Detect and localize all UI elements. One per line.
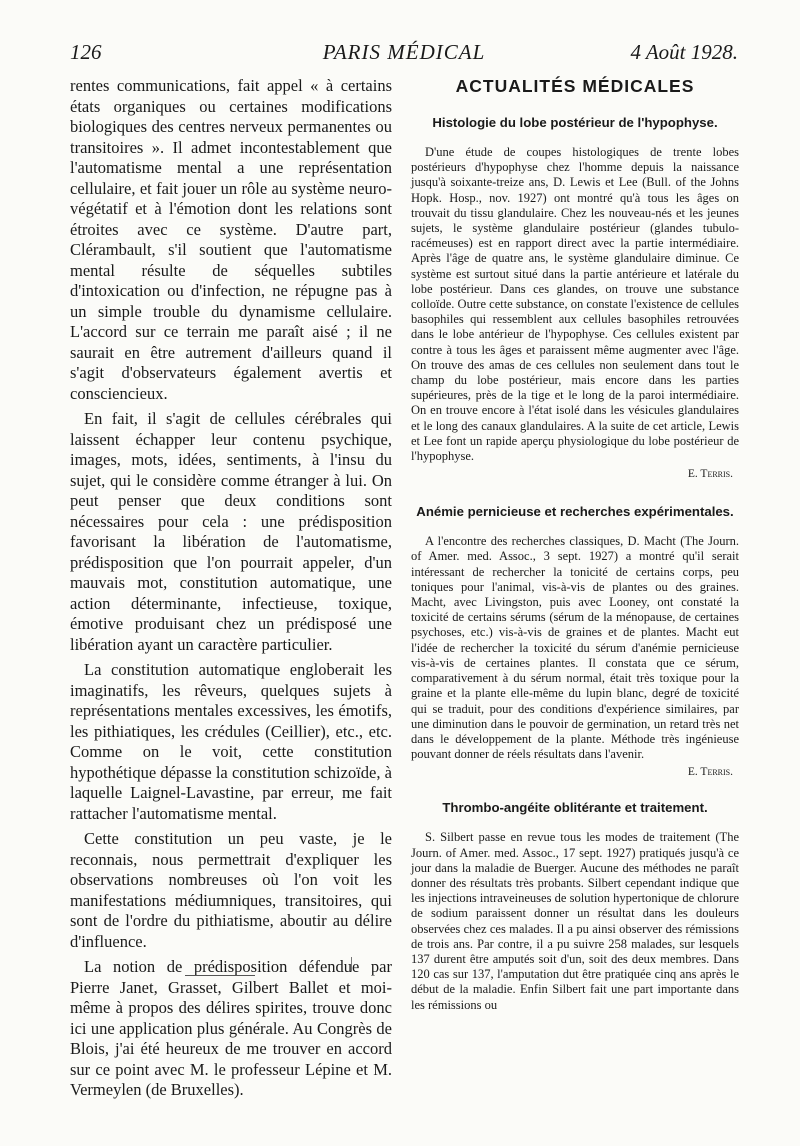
paragraph: Cette constitution un peu vaste, je le reconnais, nous permettrait d'expliquer les observations nombreuses où l'on voit les manifestations médiumniques, transitoires, qui sont de l'ordre du pithiatisme, aboutir au délire d'influence. — [70, 829, 392, 951]
article-title: Anémie pernicieuse et recherches expérimentales. — [416, 504, 734, 520]
article-title: Histologie du lobe postérieur de l'hypophyse. — [432, 115, 718, 130]
journal-title: PARIS MÉDICAL — [322, 40, 486, 64]
running-header — [70, 40, 738, 70]
page-number: 126 — [70, 40, 102, 64]
scan-mark — [351, 957, 352, 971]
paragraph: rentes communications, fait appel « à certains états organiques ou certaines modifications biologiques des centres nerveux permanentes ou transitoires ». Il admet incontestablement que l'automatisme mental a une représentation cellulaire, et fait jouer un rôle au système neuro-végétatif et à l'émotion dont les relations sont étroites avec ce système. D'autre part, Clérambault, s'il soutient que l'automatisme mental résulte de séquelles subtiles d'intoxication ou d'infection, ne répugne pas à un simple trouble du dynamisme cellulaire. L'accord sur ce terrain me paraît aisé ; il ne saurait en être autrement d'ailleurs quand il s'agit d'observateurs également avertis et consciencieux. — [70, 76, 392, 403]
left-column — [70, 76, 392, 1106]
article-body: S. Silbert passe en revue tous les modes de traitement (The Journ. of Amer. med. Assoc., 17 sept. 1927) pratiqués jusqu'à ce jour dans la maladie de Buerger. Aucune des méthodes ne paraît donner des résultats très probants. Silbert cependant indique que les injections intraveineuses de solution hypertonique de chlorure de sodium paraissent donner un résultat dans les douleurs observées chez ces malades. Il a pu ainsi observer des rémissions de trois ans. Par contre, il a pu suivre 258 malades, sur lesquels 137 durent être amputés soit d'un, soit des deux membres. Dans 120 cas sur 137, l'amputation dut être pratiquée cinq ans après le début de la maladie. Enfin Silbert fait une part importante dans les rémissions ou — [411, 830, 739, 1012]
spacer — [411, 480, 739, 504]
section-title: ACTUALITÉS MÉDICALES — [455, 76, 695, 96]
column-end-rule — [185, 975, 255, 976]
spacer — [411, 778, 739, 800]
paragraph: La notion de prédisposition défendue par Pierre Janet, Grasset, Gilbert Ballet et moi-même à propos des délires spirites, trouve donc ici une application plus générale. Au Congrès de Blois, j'ai été heureux de me trouver en accord sur ce point avec M. le professeur Lépine et M. Vermeylen (de Bruxelles). — [70, 957, 392, 1099]
article-body: A l'encontre des recherches classiques, D. Macht (The Journ. of Amer. med. Assoc., 3 sept. 1927) a montré qu'il serait intéressant de rechercher la tonicité de certains corps, peu toniques pour l'animal, vis-à-vis de plantes ou des graines. Macht, avec Livingston, puis avec Looney, ont constaté la toxicité de certains sérums (sérum de la ménopause, de certaines psychoses, etc.) vis-à-vis de graines et de plantes. Macht eut l'idée de rechercher la toxicité du sérum d'anémie pernicieuse vis-à-vis de certaines plantes. Il constata que ce sérum, comparativement à du sérum normal, était très toxique pour la graine et la plante elle-même du lupin blanc, degré de toxicité qui se traduit, pour des conditions d'expérience similaires, par une diminution dans le pouvoir de germination, un retard très net dans le développement de la plante. Méthode très ingénieuse pouvant donner de réels résultats dans l'avenir. — [411, 534, 739, 762]
right-column — [411, 74, 739, 1013]
article-signature: E. Terris. — [687, 468, 733, 481]
paragraph: En fait, il s'agit de cellules cérébrales qui laissent échapper leur contenu psychique, images, mots, idées, sentiments, à l'insu du sujet, qui le considère comme étranger à lui. On peut penser que deux conditions sont nécessaires pour cela : une prédisposition favorisant la libération de l'automatisme, prédisposition que l'on pourrait appeler, d'un mauvais mot, constitution automatique, une action déterminante, infectieuse, toxique, émotive produisant chez un prédisposé une libération ayant un caractère particulier. — [70, 409, 392, 654]
issue-date: 4 Août 1928. — [630, 40, 738, 64]
article-body: D'une étude de coupes histologiques de trente lobes postérieurs d'hypophyse chez l'homme depuis la naissance jusqu'à soixante-treize ans, D. Lewis et Lee (Bull. of the Johns Hopk. Hosp., nov. 1927) ont montré qu'à tous les âges on trouvait du tissu glandulaire. Chez les nouveau-nés et les jeunes sujets, le système glandulaire postérieur (glandes tubulo-racémeuses) est en rapport direct avec la partie intermédiaire. Après l'âge de quatre ans, le système glandulaire diminue. Ce système est surtout situé dans la partie antérieure et latérale du lobe postérieur. Dans ces glandes, on trouve une substance colloïde. Outre cette substance, on constate l'existence de cellules basophiles qui ressemblent aux cellules basophiles retrouvées dans le lobe antérieur de l'hypophyse. Ces cellules existent par contre à tous les âges et paraissent même augmenter avec l'âge. On trouve des amas de ces cellules non seulement dans tout le champ du lobe postérieur, mais encore dans les parties supérieures, près de la tige et le long de la paroi intermédiaire. On en trouve encore à l'état isolé dans les vésicules glandulaires et le long des canaux glandulaires. A la suite de cet article, Lewis et Lee font un rapide aperçu physiologique du lobe postérieur de l'hypophyse. — [411, 145, 739, 464]
paragraph: La constitution automatique engloberait les imaginatifs, les rêveurs, quelques sujets à représentations mentales excessives, les émotifs, les pithiatiques, les crédules (Ceillier), etc., etc. Comme on le voit, cette constitution hypothétique dépasse la constitution schizoïde, à laquelle Laignel-Lavastine, par erreur, me fait rattacher l'automatisme mental. — [70, 660, 392, 823]
article-title: Thrombo-angéite oblitérante et traitement. — [442, 800, 708, 816]
article-signature: E. Terris. — [687, 766, 733, 779]
